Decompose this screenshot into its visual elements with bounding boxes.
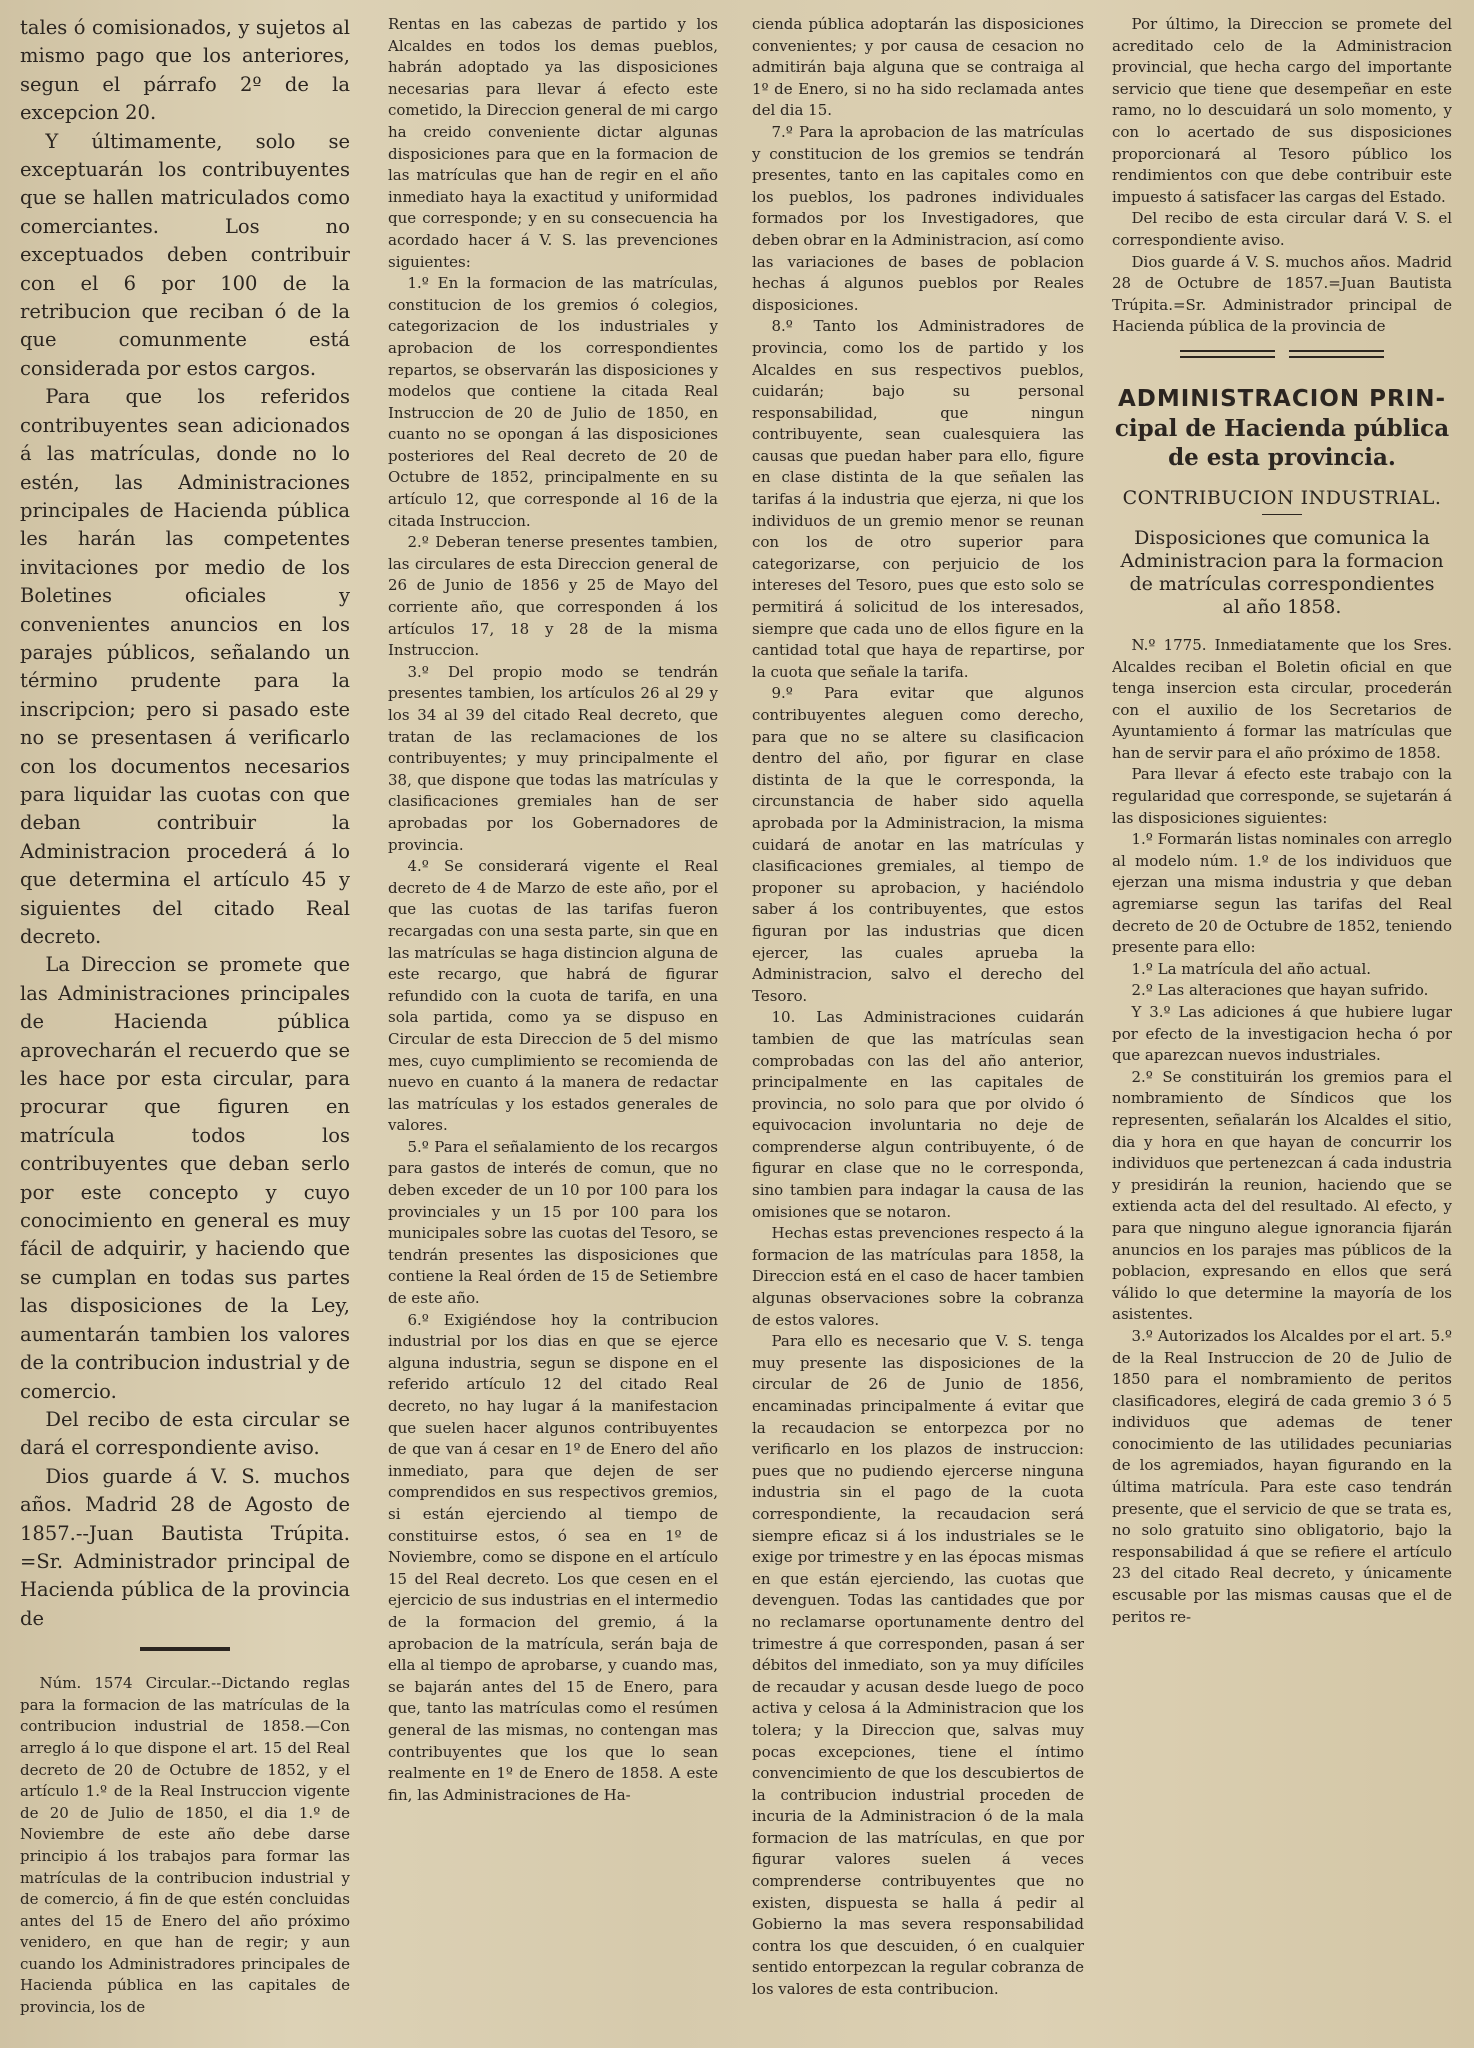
- column-2: [388, 14, 718, 2034]
- paragraph: Por último, la Direccion se promete del acreditado celo de la Administracion provincial, que hecha cargo del importante servicio que tiene que desempeñar en este ramo, no lo descuidará un solo momento, y con lo acertado de sus disposiciones proporcionará al Tesoro público los rendimientos con que debe contribuir este impuesto á satisfacer las cargas del Estado.: [1112, 15, 1452, 206]
- paragraph: Y 3.º Las adiciones á que hubiere lugar por efecto de la investigacion hecha ó por que aparezcan nuevos industriales.: [1112, 1003, 1452, 1065]
- heading-line-1: ADMINISTRACION PRIN-: [1117, 385, 1447, 412]
- column-4: [1112, 14, 1452, 2034]
- paragraph: 8.º Tanto los Administradores de provincia, como los de partido y los Alcaldes en sus respectivos pueblos, cuidarán; bajo su personal responsabilidad, que ningun contribuyente, sean cualesquiera las causas que puedan haber para ello, figure en clase distinta de la que señalen las tarifas á la industria que ejerza, ni que los individuos de un gremio menor se reunan con los de otro superior para categorizarse, con perjuicio de los intereses del Tesoro, pues que esto solo se permitirá á solicitud de los interesados, siempre que cada uno de ellos figure en la cantidad total que haya de repartirse, por la cuota que señale la tarifa.: [752, 317, 1084, 681]
- paragraph: 1.º Formarán listas nominales con arreglo al modelo núm. 1.º de los individuos que ejerzan una misma industria y que deban agremiarse segun las tarifas del Real decreto de 20 de Octubre de 1852, teniendo presente para ello:: [1112, 830, 1452, 957]
- paragraph: N.º 1775. Inmediatamente que los Sres. Alcaldes reciban el Boletin oficial en que tenga insercion esta circular, procederán con el auxilio de los Secretarios de Ayuntamiento á formar las matrículas que han de servir para el año próximo de 1858.: [1112, 635, 1452, 762]
- paragraph: 2.º Las alteraciones que hayan sufrido.: [1131, 981, 1429, 1000]
- section-divider: [1112, 350, 1452, 358]
- column-1: [20, 14, 350, 2034]
- paragraph: 3.º Del propio modo se tendrán presentes tambien, los artículos 26 al 29 y los 34 al 39 del citado Real decreto, que tratan de las reclamaciones de los contribuyentes; y muy principalmente el 38, que dispone que todas las matrículas y clasificaciones gremiales han de ser aprobadas por los Gobernadores de provincia.: [388, 662, 718, 854]
- paragraph: tales ó comisionados, y sujetos al mismo pago que los anteriores, segun el párrafo 2º de la excepcion 20.: [20, 16, 350, 125]
- paragraph: 4.º Se considerará vigente el Real decreto de 4 de Marzo de este año, por el que las cuotas de las tarifas fueron recargadas con una sesta parte, sin que en las matrículas se haga distincion alguna de este recargo, que habrá de figurar refundido con la cuota de tarifa, en una sola partida, como ya se dispuso en Circular de esta Direccion de 5 del mismo mes, cuyo cumplimiento se recomienda de nuevo en cuanto á la manera de redactar las matrículas y los estados generales de valores.: [388, 857, 718, 1135]
- paragraph: Del recibo de esta circular dará V. S. el correspondiente aviso.: [1112, 209, 1452, 249]
- paragraph: 9.º Para evitar que algunos contribuyentes aleguen como derecho, para que no se altere su clasificacion dentro del año, por figurar en clase distinta de la que le corresponda, la circunstancia de haber sido aquella aprobada por la Administracion, la misma cuidará de anotar en las matrículas y clasificaciones gremiales, al tiempo de proponer su aprobacion, y haciéndolo saber á los contribuyentes, que estos figuran por las industrias que dicen ejercer, las cuales aprueba la Administracion, salvo el derecho del Tesoro.: [752, 684, 1084, 1005]
- paragraph: 10. Las Administraciones cuidarán tambien de que las matrículas sean comprobadas con las del año anterior, principalmente en las capitales de provincia, no solo para que por olvido ó equivocacion involuntaria no deje de comprenderse algun contribuyente, ó de figurar en clase que no le corresponda, sino tambien para indagar la causa de las omisiones que se notaron.: [752, 1008, 1084, 1221]
- circular-1574-paragraph: Núm. 1574 Circular.--Dictando reglas para la formacion de las matrículas de la contribucion industrial de 1858.—Con arreglo á lo que dispone el art. 15 del Real decreto de 20 de Octubre de 1852, y el artículo 1.º de la Real Instruccion vigente de 20 de Julio de 1850, el dia 1.º de Noviembre de este año debe darse principio á los trabajos para formar las matrículas de la contribucion industrial y de comercio, á fin de que estén concluidas antes del 15 de Enero del año próximo venidero, en que han de regir; y aun cuando los Administradores principales de Hacienda pública en las capitales de provincia, los de: [20, 1674, 350, 2017]
- paragraph: 2.º Se constituirán los gremios para el nombramiento de Síndicos que los representen, señalarán los Alcaldes el sitio, dia y hora en que hayan de concurrir los individuos que pertenezcan á cada industria y presidirán la reunion, haciendo que se extienda acta del del resultado. Al efecto, y para que ninguno alegue ignorancia fijarán anuncios en los parajes mas públicos de la poblacion, expresando en ellos que será válido lo que determine la mayoría de los asistentes.: [1112, 1067, 1452, 1324]
- paragraph: Para que los referidos contribuyentes sean adicionados á las matrículas, donde no lo estén, las Administraciones principales de Hacienda pública les harán las competentes invitaciones por medio de los Boletines oficiales y convenientes anuncios en los parajes públicos, señalando un término prudente para la inscripcion; pero si pasado este no se presentasen á verificarlo con los documentos necesarios para liquidar las cuotas con que deban contribuir la Administracion procederá á lo que determina el artículo 45 y siguientes del citado Real decreto.: [20, 385, 350, 948]
- short-divider: [1262, 514, 1302, 515]
- paragraph: 2.º Deberan tenerse presentes tambien, las circulares de esta Direccion general de 26 de Junio de 1856 y 25 de Mayo del corriente año, que corresponden á los artículos 17, 18 y 28 de la misma Instruccion.: [388, 533, 718, 660]
- column-3: [752, 14, 1084, 2034]
- paragraph: La Direccion se promete que las Administraciones principales de Hacienda pública aprovecharán el recuerdo que se les hace por esta circular, para procurar que figuren en matrícula todos los contribuyentes que deban serlo por este concepto y cuyo conocimiento en general es muy fácil de adquirir, y haciendo que se cumplan en todas sus partes las disposiciones de la Ley, aumentarán tambien los valores de la contribucion industrial y de comercio.: [20, 953, 350, 1403]
- paragraph: Y últimamente, solo se exceptuarán los contribuyentes que se hallen matriculados como comerciantes. Los no exceptuados deben contribuir con el 6 por 100 de la retribucion que reciban ó de la que comunmente está considerada por estos cargos.: [20, 129, 350, 380]
- paragraph: Para ello es necesario que V. S. tenga muy presente las disposiciones de la circular de 26 de Junio de 1856, encaminadas principalmente á evitar que la recaudacion se entorpezca por no verificarlo en los plazos de instruccion: pues que no pudiendo ejercerse ninguna industria sin el pago de la cuota correspondiente, la recaudacion será siempre eficaz si á los industriales se le exige por trimestre y en las épocas mismas en que están ejerciendo, las cuotas que devenguen. Todas las cantidades que por no reclamarse oportunamente dentro del trimestre á que corresponden, pasan á ser débitos del inmediato, son ya muy difíciles de recaudar y acusan desde luego de poco activa y celosa á la Administracion que los tolera; y la Direccion que, salvas muy pocas excepciones, tiene el íntimo convencimiento de que los descubiertos de la contribucion industrial proceden de incuria de la Administracion ó de la mala formacion de las matrículas, en que por figurar valores suelen á veces comprenderse contribuyentes que no existen, dispuesta se halla á pedir al Gobierno la mas severa responsabilidad contra los que descuiden, ó en cualquier sentido entorpezcan la regular cobranza de los valores de esta contribucion.: [752, 1332, 1084, 1999]
- paragraph: cienda pública adoptarán las disposiciones convenientes; y por causa de cesacion no admitirán baja alguna que se contraiga al 1º de Enero, si no ha sido reclamada antes del dia 15.: [752, 15, 1084, 120]
- paragraph: Hechas estas prevenciones respecto á la formacion de las matrículas para 1858, la Direccion está en el caso de hacer tambien algunas observaciones sobre la cobranza de estos valores.: [752, 1224, 1084, 1329]
- paragraph: 5.º Para el señalamiento de los recargos para gastos de interés de comun, que no deben exceder de un 10 por 100 para los provinciales y un 15 por 100 para los municipales sobre las cuotas del Tesoro, se tendrán presentes las disposiciones que contiene la Real órden de 15 de Setiembre de este año.: [388, 1137, 718, 1308]
- paragraph: 6.º Exigiéndose hoy la contribucion industrial por los dias en que se ejerce alguna industria, segun se dispone en el referido artículo 12 del citado Real decreto, no hay lugar á la manifestacion que suelen hacer algunos contribuyentes de que van á cesar en 1º de Enero del año inmediato, para que dejen de ser comprendidos en sus respectivos gremios, si están ejerciendo al tiempo de constituirse estos, ó sea en 1º de Noviembre, como se dispone en el artículo 15 del Real decreto. Los que cesen en el ejercicio de sus industrias en el intermedio de la formacion del gremio, á la aprobacion de la matrícula, serán baja de ella al tiempo de aprobarse, y cuando mas, se bajarán antes del 15 de Enero, para que, tanto las matrículas como el resúmen general de las mismas, no contengan mas contribuyentes que los que lo sean realmente en 1º de Enero de 1858. A este fin, las Administraciones de Ha-: [388, 1310, 718, 1804]
- paragraph: 1.º La matrícula del año actual.: [1131, 959, 1372, 978]
- heading-line-2: cipal de Hacienda pública de esta provincia.: [1114, 414, 1450, 471]
- section-heading: [1112, 384, 1452, 472]
- paragraph: Rentas en las cabezas de partido y los Alcaldes en todos los demas pueblos, habrán adoptado ya las disposiciones necesarias para llevar á efecto este cometido, la Direccion general de mi cargo ha creido conveniente dictar algunas disposiciones para que en la formacion de las matrículas que han de regir en el año inmediato haya la exactitud y uniformidad que corresponde; y en su consecuencia ha acordado hacer á V. S. las prevenciones siguientes:: [388, 15, 718, 271]
- subheading-description: Disposiciones que comunica la Administracion para la formacion de matrículas correspondientes al año 1858.: [1120, 526, 1444, 618]
- signature-paragraph: Dios guarde á V. S. muchos años. Madrid 28 de Agosto de 1857.--Juan Bautista Trúpita. =Sr. Administrador principal de Hacienda pública de la provincia de: [20, 1464, 350, 1630]
- paragraph: 3.º Autorizados los Alcaldes por el art. 5.º de la Real Instruccion de 20 de Julio de 1850 para el nombramiento de peritos clasificadores, elegirá de cada gremio 3 ó 5 individuos que ademas de tener conocimiento de las utilidades pecuniarias de los agremiados, hayan figurando en la última matrícula. Para este caso tendrán presente, que el servicio de que se trata es, no solo gratuito sino obligatorio, bajo la responsabilidad á que se refiere el artículo 23 del citado Real decreto, y únicamente escusable por las mismas causas que el de peritos re-: [1112, 1326, 1452, 1626]
- subheading: CONTRIBUCION INDUSTRIAL.: [1122, 486, 1442, 509]
- signature-paragraph: Dios guarde á V. S. muchos años. Madrid 28 de Octubre de 1857.=Juan Bautista Trúpita.=Sr. Administrador principal de Hacienda pública de la provincia de: [1112, 252, 1452, 336]
- paragraph: Del recibo de esta circular se dará el correspondiente aviso.: [20, 1407, 350, 1460]
- section-divider: [140, 1647, 230, 1651]
- paragraph: 7.º Para la aprobacion de las matrículas y constitucion de los gremios se tendrán presentes, tanto en las capitales como en los pueblos, los padrones individuales formados por los Investigadores, que deben obrar en la Administracion, así como las variaciones de bases de poblacion hechas á algunos pueblos por Reales disposiciones.: [752, 122, 1084, 314]
- paragraph: Para llevar á efecto este trabajo con la regularidad que corresponde, se sujetarán á las disposiciones siguientes:: [1112, 765, 1452, 827]
- paragraph: 1.º En la formacion de las matrículas, constitucion de los gremios ó colegios, categorizacion de los industriales y aprobacion de los correspondientes repartos, se observarán las disposiciones y modelos que contiene la citada Real Instruccion de 20 de Julio de 1850, en cuanto no se opongan á las disposiciones posteriores del Real decreto de 20 de Octubre de 1852, principalmente en su artículo 12, que corresponde al 16 de la citada Instruccion.: [388, 274, 718, 530]
